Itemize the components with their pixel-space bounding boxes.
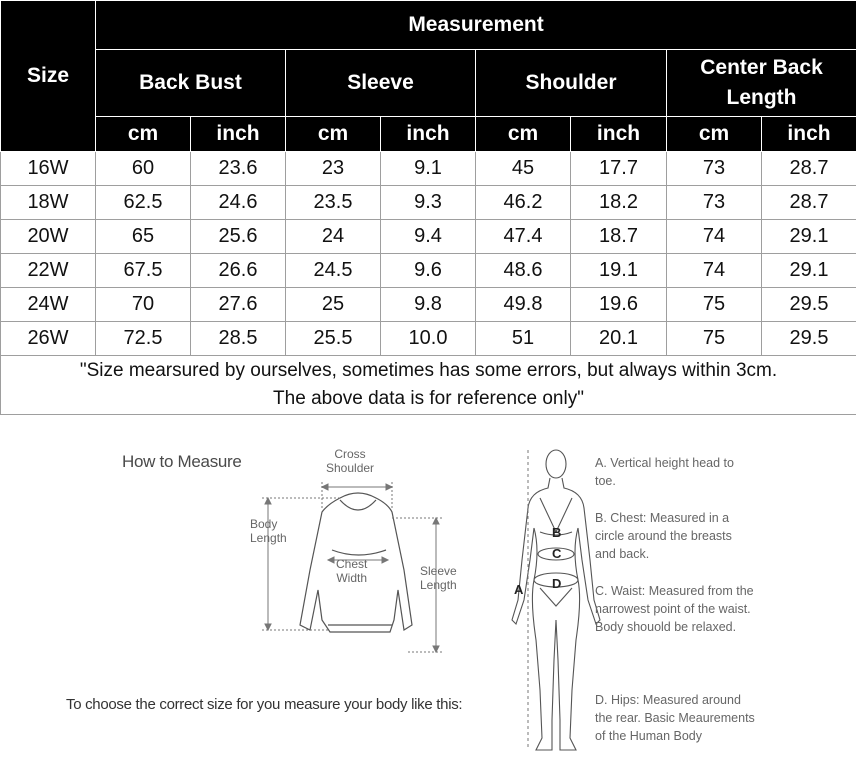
height-marker-label: A (514, 582, 524, 597)
table-row (1, 186, 856, 220)
human-figure-icon (512, 450, 600, 750)
note-chest: B. Chest: Measured in a circle around the breasts and back. (595, 511, 732, 561)
size-cell: 22W (1, 254, 96, 288)
value-cell: 29.1 (762, 254, 856, 288)
value-cell: 26.6 (191, 254, 286, 288)
value-cell: 65 (96, 220, 191, 254)
value-cell: 28.7 (762, 186, 856, 220)
size-cell: 20W (1, 220, 96, 254)
value-cell: 47.4 (476, 220, 571, 254)
value-cell: 62.5 (96, 186, 191, 220)
value-cell: 48.6 (476, 254, 571, 288)
value-cell: 28.5 (191, 322, 286, 356)
table-row (1, 220, 856, 254)
unit-header: cm (667, 117, 762, 152)
size-cell: 16W (1, 152, 96, 186)
value-cell: 9.3 (381, 186, 476, 220)
size-cell: 24W (1, 288, 96, 322)
value-cell: 24 (286, 220, 381, 254)
value-cell: 9.8 (381, 288, 476, 322)
value-cell: 74 (667, 254, 762, 288)
value-cell: 29.5 (762, 322, 856, 356)
value-cell: 46.2 (476, 186, 571, 220)
unit-header: inch (191, 117, 286, 152)
value-cell: 29.5 (762, 288, 856, 322)
value-cell: 49.8 (476, 288, 571, 322)
value-cell: 23 (286, 152, 381, 186)
group-header: Shoulder (476, 50, 667, 117)
value-cell: 20.1 (571, 322, 667, 356)
value-cell: 24.5 (286, 254, 381, 288)
note-hips: D. Hips: Measured around the rear. Basic Meaurements of the Human Body (595, 693, 755, 743)
measurement-header: Measurement (96, 1, 856, 50)
unit-header: inch (571, 117, 667, 152)
sleeve-length-label: Sleeve Length (420, 564, 457, 593)
value-cell: 9.1 (381, 152, 476, 186)
unit-header: inch (381, 117, 476, 152)
value-cell: 28.7 (762, 152, 856, 186)
table-note-line-1: "Size mearsured by ourselves, sometimes has some errors, but always within 3cm. (79, 360, 778, 382)
note-height: A. Vertical height head to toe. (595, 456, 734, 488)
how-to-measure-guide (0, 420, 856, 778)
cross-shoulder-label: Cross Shoulder (326, 447, 375, 476)
note-waist: C. Waist: Measured from the narrowest point of the waist. Body shouold be relaxed. (595, 584, 754, 634)
chest-marker-label: B (552, 525, 562, 540)
size-cell: 26W (1, 322, 96, 356)
measure-instruction: To choose the correct size for you measure your body like this: (66, 696, 463, 713)
value-cell: 9.6 (381, 254, 476, 288)
table-row (1, 322, 856, 356)
value-cell: 25.6 (191, 220, 286, 254)
value-cell: 24.6 (191, 186, 286, 220)
note-row (1, 356, 856, 415)
value-cell: 73 (667, 152, 762, 186)
value-cell: 74 (667, 220, 762, 254)
value-cell: 23.6 (191, 152, 286, 186)
size-cell: 18W (1, 186, 96, 220)
hips-marker-label: D (552, 576, 562, 591)
body-length-label: Body Length (250, 517, 287, 546)
value-cell: 60 (96, 152, 191, 186)
value-cell: 27.6 (191, 288, 286, 322)
value-cell: 18.2 (571, 186, 667, 220)
value-cell: 70 (96, 288, 191, 322)
group-header-row (1, 50, 856, 117)
waist-marker-label: C (552, 546, 562, 561)
how-to-measure-title: How to Measure (122, 452, 242, 471)
unit-header-row (1, 117, 856, 152)
value-cell: 9.4 (381, 220, 476, 254)
value-cell: 51 (476, 322, 571, 356)
table-row (1, 152, 856, 186)
table-row (1, 288, 856, 322)
size-header: Size (1, 1, 96, 152)
value-cell: 75 (667, 322, 762, 356)
value-cell: 10.0 (381, 322, 476, 356)
value-cell: 29.1 (762, 220, 856, 254)
unit-header: cm (96, 117, 191, 152)
value-cell: 19.6 (571, 288, 667, 322)
table-note (1, 356, 856, 415)
group-header: Center Back Length (667, 50, 856, 117)
value-cell: 17.7 (571, 152, 667, 186)
value-cell: 18.7 (571, 220, 667, 254)
value-cell: 75 (667, 288, 762, 322)
value-cell: 72.5 (96, 322, 191, 356)
value-cell: 25 (286, 288, 381, 322)
table-note-line-2: The above data is for reference only" (273, 388, 584, 409)
cross-shoulder-arrow (322, 482, 392, 508)
value-cell: 67.5 (96, 254, 191, 288)
value-cell: 45 (476, 152, 571, 186)
chest-width-label: Chest Width (336, 557, 368, 586)
value-cell: 73 (667, 186, 762, 220)
group-header: Sleeve (286, 50, 476, 117)
value-cell: 25.5 (286, 322, 381, 356)
unit-header: cm (286, 117, 381, 152)
value-cell: 19.1 (571, 254, 667, 288)
group-header: Back Bust (96, 50, 286, 117)
unit-header: cm (476, 117, 571, 152)
unit-header: inch (762, 117, 856, 152)
value-cell: 23.5 (286, 186, 381, 220)
table-row (1, 254, 856, 288)
